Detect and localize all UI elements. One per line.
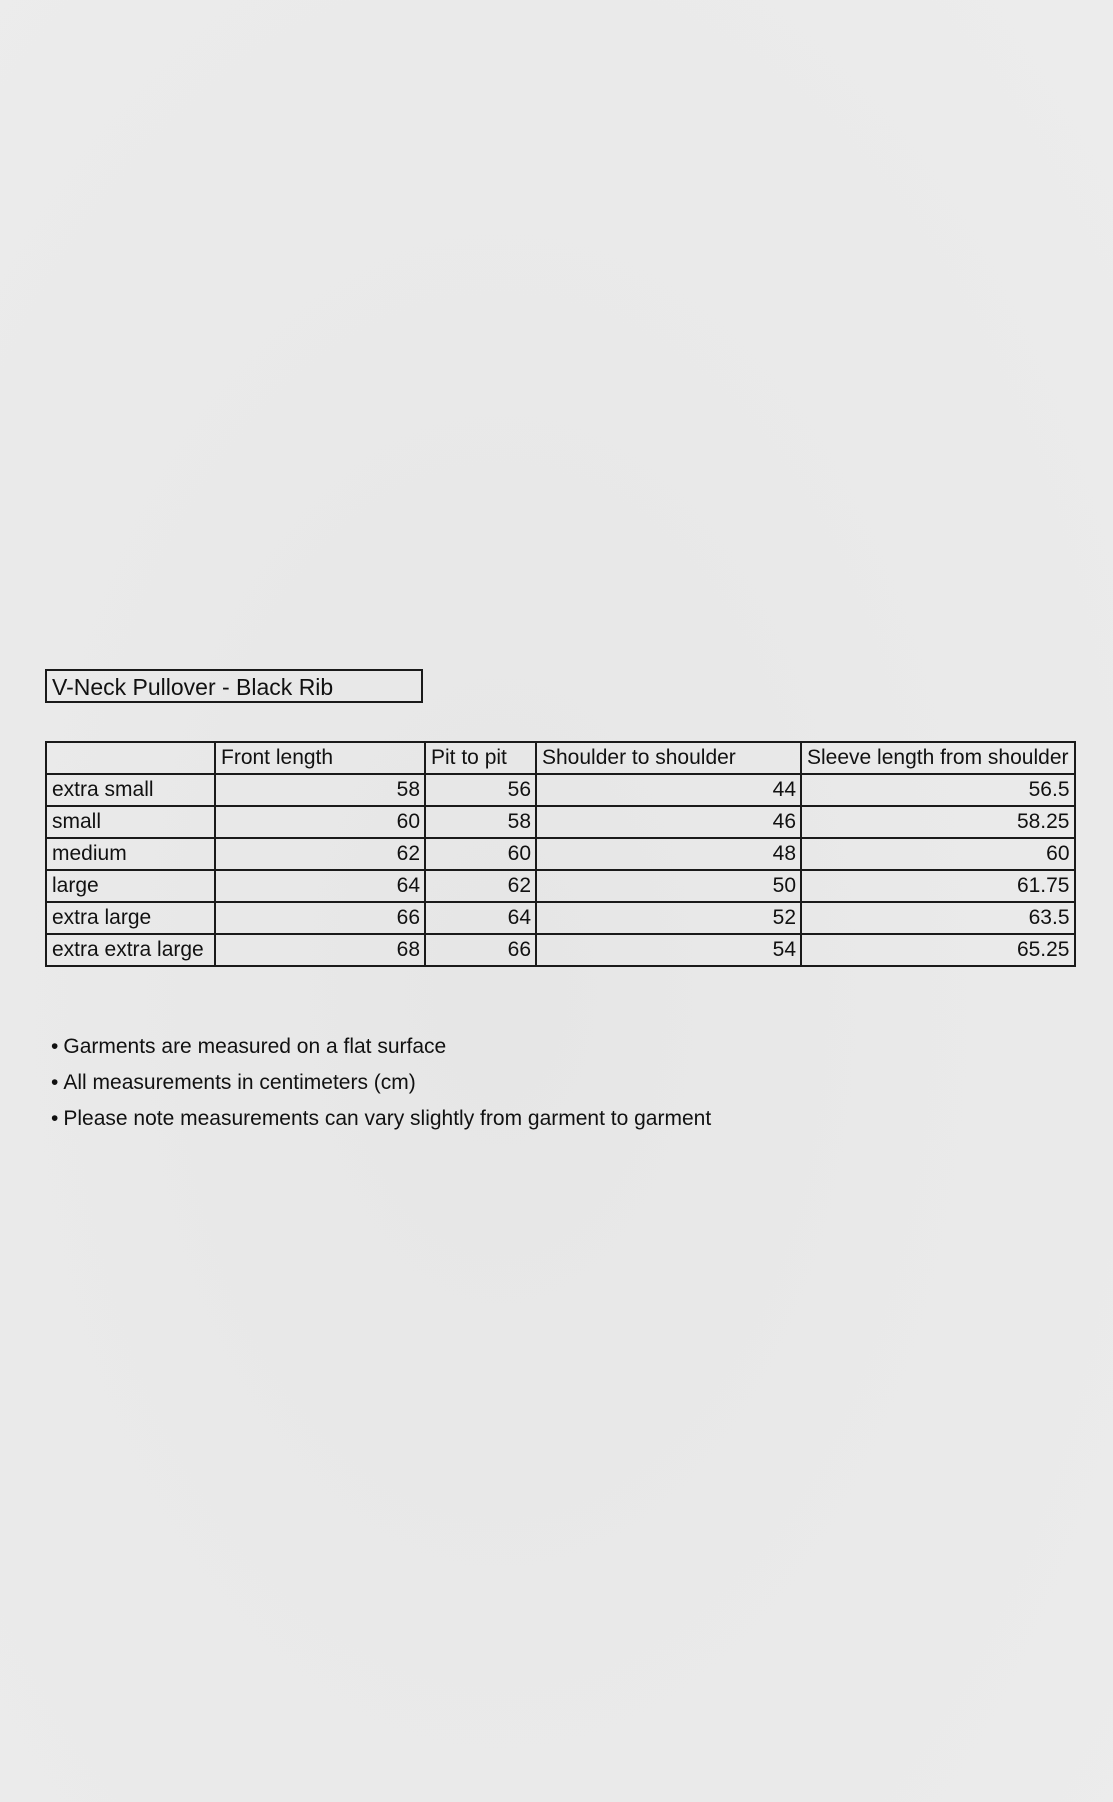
size-label-cell: small xyxy=(46,806,215,838)
size-label-cell: large xyxy=(46,870,215,902)
sleeve-length-cell: 65.25 xyxy=(801,934,1075,966)
table-row xyxy=(46,934,1075,966)
bullet-icon: • xyxy=(51,1107,59,1130)
list-item xyxy=(51,1105,711,1141)
table-row xyxy=(46,838,1075,870)
table-row xyxy=(46,774,1075,806)
pit-to-pit-cell: 60 xyxy=(425,838,536,870)
sleeve-length-cell: 58.25 xyxy=(801,806,1075,838)
front-length-cell: 66 xyxy=(215,902,425,934)
table-row xyxy=(46,902,1075,934)
table-header-cell: Shoulder to shoulder xyxy=(536,742,801,774)
shoulder-to-shoulder-cell: 46 xyxy=(536,806,801,838)
sleeve-length-cell: 61.75 xyxy=(801,870,1075,902)
note-text: All measurements in centimeters (cm) xyxy=(63,1071,416,1094)
size-label-cell: extra small xyxy=(46,774,215,806)
shoulder-to-shoulder-cell: 52 xyxy=(536,902,801,934)
sleeve-length-cell: 60 xyxy=(801,838,1075,870)
shoulder-to-shoulder-cell: 48 xyxy=(536,838,801,870)
bullet-icon: • xyxy=(51,1035,59,1058)
pit-to-pit-cell: 62 xyxy=(425,870,536,902)
table-row xyxy=(46,806,1075,838)
table-header-cell xyxy=(46,742,215,774)
table-header-row xyxy=(46,742,1075,774)
pit-to-pit-cell: 58 xyxy=(425,806,536,838)
table-header-cell: Front length xyxy=(215,742,425,774)
bullet-icon: • xyxy=(51,1071,59,1094)
note-text: Garments are measured on a flat surface xyxy=(63,1035,447,1058)
size-label-cell: medium xyxy=(46,838,215,870)
sleeve-length-cell: 56.5 xyxy=(801,774,1075,806)
note-text: Please note measurements can vary slightly from garment to garment xyxy=(63,1107,712,1130)
table-row xyxy=(46,870,1075,902)
shoulder-to-shoulder-cell: 54 xyxy=(536,934,801,966)
product-title: V-Neck Pullover - Black Rib xyxy=(45,669,423,703)
table-header-cell: Sleeve length from shoulder xyxy=(801,742,1075,774)
pit-to-pit-cell: 64 xyxy=(425,902,536,934)
pit-to-pit-cell: 56 xyxy=(425,774,536,806)
sleeve-length-cell: 63.5 xyxy=(801,902,1075,934)
shoulder-to-shoulder-cell: 50 xyxy=(536,870,801,902)
list-item xyxy=(51,1069,711,1105)
size-label-cell: extra extra large xyxy=(46,934,215,966)
front-length-cell: 58 xyxy=(215,774,425,806)
front-length-cell: 64 xyxy=(215,870,425,902)
table-header-cell: Pit to pit xyxy=(425,742,536,774)
list-item xyxy=(51,1033,711,1069)
front-length-cell: 62 xyxy=(215,838,425,870)
size-table xyxy=(45,741,1076,967)
size-label-cell: extra large xyxy=(46,902,215,934)
front-length-cell: 68 xyxy=(215,934,425,966)
pit-to-pit-cell: 66 xyxy=(425,934,536,966)
shoulder-to-shoulder-cell: 44 xyxy=(536,774,801,806)
measurement-notes xyxy=(51,1033,711,1141)
front-length-cell: 60 xyxy=(215,806,425,838)
